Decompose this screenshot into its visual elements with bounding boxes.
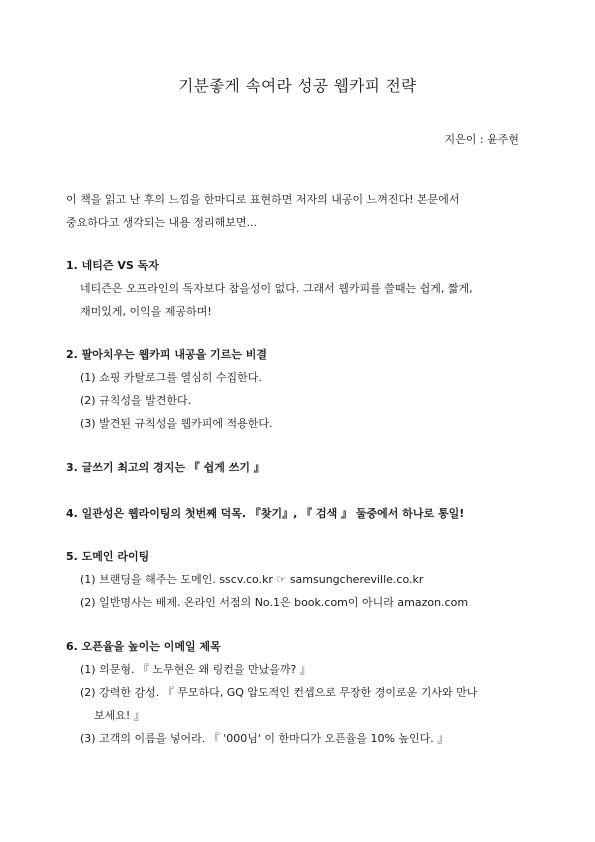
intro-text-1: 이 책을 읽고 난 후의 느낌을 한마디로 표현하면 저자의 내공이 느껴진다! 본문에서 <box>66 193 460 206</box>
section-line: 네티즌은 오프라인의 독자보다 참을성이 없다. 그래서 웹카피를 쓸때는 쉽게, 짧게, <box>80 282 473 295</box>
section-1 <box>66 255 551 323</box>
section-2 <box>66 344 551 435</box>
section-heading: 6. 오픈율을 높이는 이메일 제목 <box>66 640 221 653</box>
intro-line-1 <box>66 188 546 211</box>
section-line: (2) 강력한 감성. 『 무모하다, GQ 압도적인 컨셉으로 무장한 경이로운 기사와 만나 <box>80 686 478 699</box>
section-line: (1) 브랜딩을 해주는 도메인. sscv.co.kr ☞ samsungchereville.co.kr <box>80 573 424 586</box>
section-line: (1) 의문형. 『 노무현은 왜 링컨을 만났을까? 』 <box>80 663 311 676</box>
intro-line-2: 중요하다고 생각되는 내용 정리해보면... <box>66 216 257 229</box>
intro-paragraph <box>66 188 546 234</box>
section-heading: 3. 글쓰기 최고의 경지는 『 쉽게 쓰기 』 <box>66 461 265 474</box>
section-line: 재미있게, 이익을 제공하며! <box>80 305 212 318</box>
section-heading: 2. 팔아치우는 웹카피 내공을 기르는 비결 <box>66 348 267 361</box>
section-3 <box>66 457 551 479</box>
section-6 <box>66 636 551 750</box>
section-heading: 1. 네티즌 VS 독자 <box>66 259 159 272</box>
section-heading: 4. 일관성은 웹라이팅의 첫번째 덕목. 『찾기』, 『 검색 』 둘중에서 하나로 통일! <box>66 507 465 520</box>
section-4 <box>66 503 551 525</box>
author-line: 지은이 : 윤주현 <box>444 133 519 146</box>
section-line: (3) 고객의 이름을 넣어라. 『 '000님' 이 한마디가 오픈율을 10% 높인다. 』 <box>80 732 449 745</box>
page-title: 기분좋게 속여라 성공 웹카피 전략 <box>178 77 417 95</box>
section-5 <box>66 546 551 614</box>
section-heading: 5. 도메인 라이팅 <box>66 550 150 563</box>
section-line: (2) 일반명사는 배제. 온라인 서점의 No.1은 book.com이 아니라 amazon.com <box>80 596 469 609</box>
section-line: (1) 쇼핑 카탈로그를 열심히 수집한다. <box>80 371 262 384</box>
section-line-continued: 보세요! 』 <box>94 709 145 722</box>
section-line: (2) 규칙성을 발견한다. <box>80 394 192 407</box>
section-line: (3) 발견된 규칙성을 웹카피에 적용한다. <box>80 417 273 430</box>
